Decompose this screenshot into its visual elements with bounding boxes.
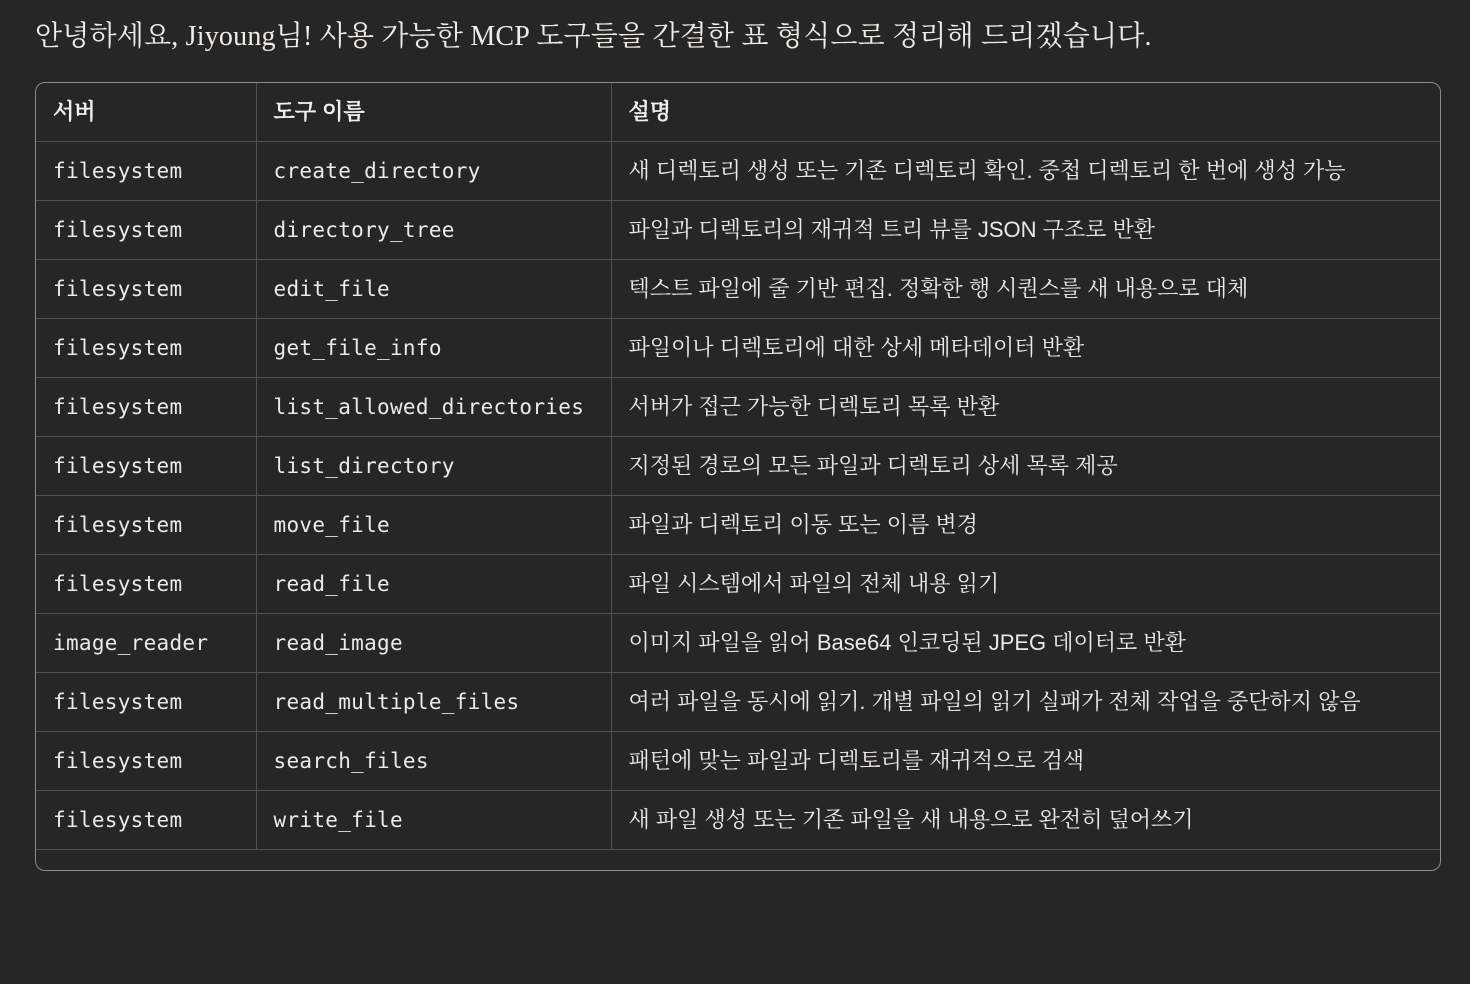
description-cell: 파일과 디렉토리 이동 또는 이름 변경	[611, 496, 1440, 555]
tool-name-cell: create_directory	[256, 142, 611, 201]
column-header-server: 서버	[36, 83, 256, 142]
column-header-description: 설명	[611, 83, 1440, 142]
tool-name-cell: read_image	[256, 614, 611, 673]
mcp-tools-table-grid	[36, 83, 1440, 850]
table-row	[36, 319, 1440, 378]
server-cell: filesystem	[36, 496, 256, 555]
table-row	[36, 437, 1440, 496]
table-row	[36, 614, 1440, 673]
tool-name-cell: read_multiple_files	[256, 673, 611, 732]
description-cell: 패턴에 맞는 파일과 디렉토리를 재귀적으로 검색	[611, 732, 1440, 791]
description-cell: 여러 파일을 동시에 읽기. 개별 파일의 읽기 실패가 전체 작업을 중단하지 않음	[611, 673, 1440, 732]
table-row	[36, 201, 1440, 260]
tool-name-cell: write_file	[256, 791, 611, 850]
server-cell: filesystem	[36, 142, 256, 201]
server-cell: image_reader	[36, 614, 256, 673]
description-cell: 파일과 디렉토리의 재귀적 트리 뷰를 JSON 구조로 반환	[611, 201, 1440, 260]
table-row	[36, 791, 1440, 850]
description-cell: 지정된 경로의 모든 파일과 디렉토리 상세 목록 제공	[611, 437, 1440, 496]
server-cell: filesystem	[36, 673, 256, 732]
description-cell: 텍스트 파일에 줄 기반 편집. 정확한 행 시퀀스를 새 내용으로 대체	[611, 260, 1440, 319]
column-header-tool-name: 도구 이름	[256, 83, 611, 142]
server-cell: filesystem	[36, 791, 256, 850]
server-cell: filesystem	[36, 555, 256, 614]
table-row	[36, 673, 1440, 732]
assistant-intro-text: 안녕하세요, Jiyoung님! 사용 가능한 MCP 도구들을 간결한 표 형식으로 정리해 드리겠습니다.	[35, 21, 1152, 52]
tool-name-cell: directory_tree	[256, 201, 611, 260]
tool-name-cell: read_file	[256, 555, 611, 614]
tool-name-cell: edit_file	[256, 260, 611, 319]
table-row	[36, 260, 1440, 319]
table-header-row	[36, 83, 1440, 142]
tool-name-cell: get_file_info	[256, 319, 611, 378]
description-cell: 서버가 접근 가능한 디렉토리 목록 반환	[611, 378, 1440, 437]
server-cell: filesystem	[36, 437, 256, 496]
tool-name-cell: list_directory	[256, 437, 611, 496]
server-cell: filesystem	[36, 378, 256, 437]
table-row	[36, 142, 1440, 201]
table-row	[36, 555, 1440, 614]
tool-name-cell: search_files	[256, 732, 611, 791]
server-cell: filesystem	[36, 201, 256, 260]
description-cell: 파일이나 디렉토리에 대한 상세 메타데이터 반환	[611, 319, 1440, 378]
server-cell: filesystem	[36, 732, 256, 791]
tool-name-cell: list_allowed_directories	[256, 378, 611, 437]
table-row	[36, 378, 1440, 437]
server-cell: filesystem	[36, 260, 256, 319]
server-cell: filesystem	[36, 319, 256, 378]
table-row	[36, 496, 1440, 555]
description-cell: 새 파일 생성 또는 기존 파일을 새 내용으로 완전히 덮어쓰기	[611, 791, 1440, 850]
tool-name-cell: move_file	[256, 496, 611, 555]
table-row	[36, 732, 1440, 791]
description-cell: 이미지 파일을 읽어 Base64 인코딩된 JPEG 데이터로 반환	[611, 614, 1440, 673]
mcp-tools-table	[35, 82, 1441, 871]
description-cell: 새 디렉토리 생성 또는 기존 디렉토리 확인. 중첩 디렉토리 한 번에 생성 가능	[611, 142, 1440, 201]
description-cell: 파일 시스템에서 파일의 전체 내용 읽기	[611, 555, 1440, 614]
